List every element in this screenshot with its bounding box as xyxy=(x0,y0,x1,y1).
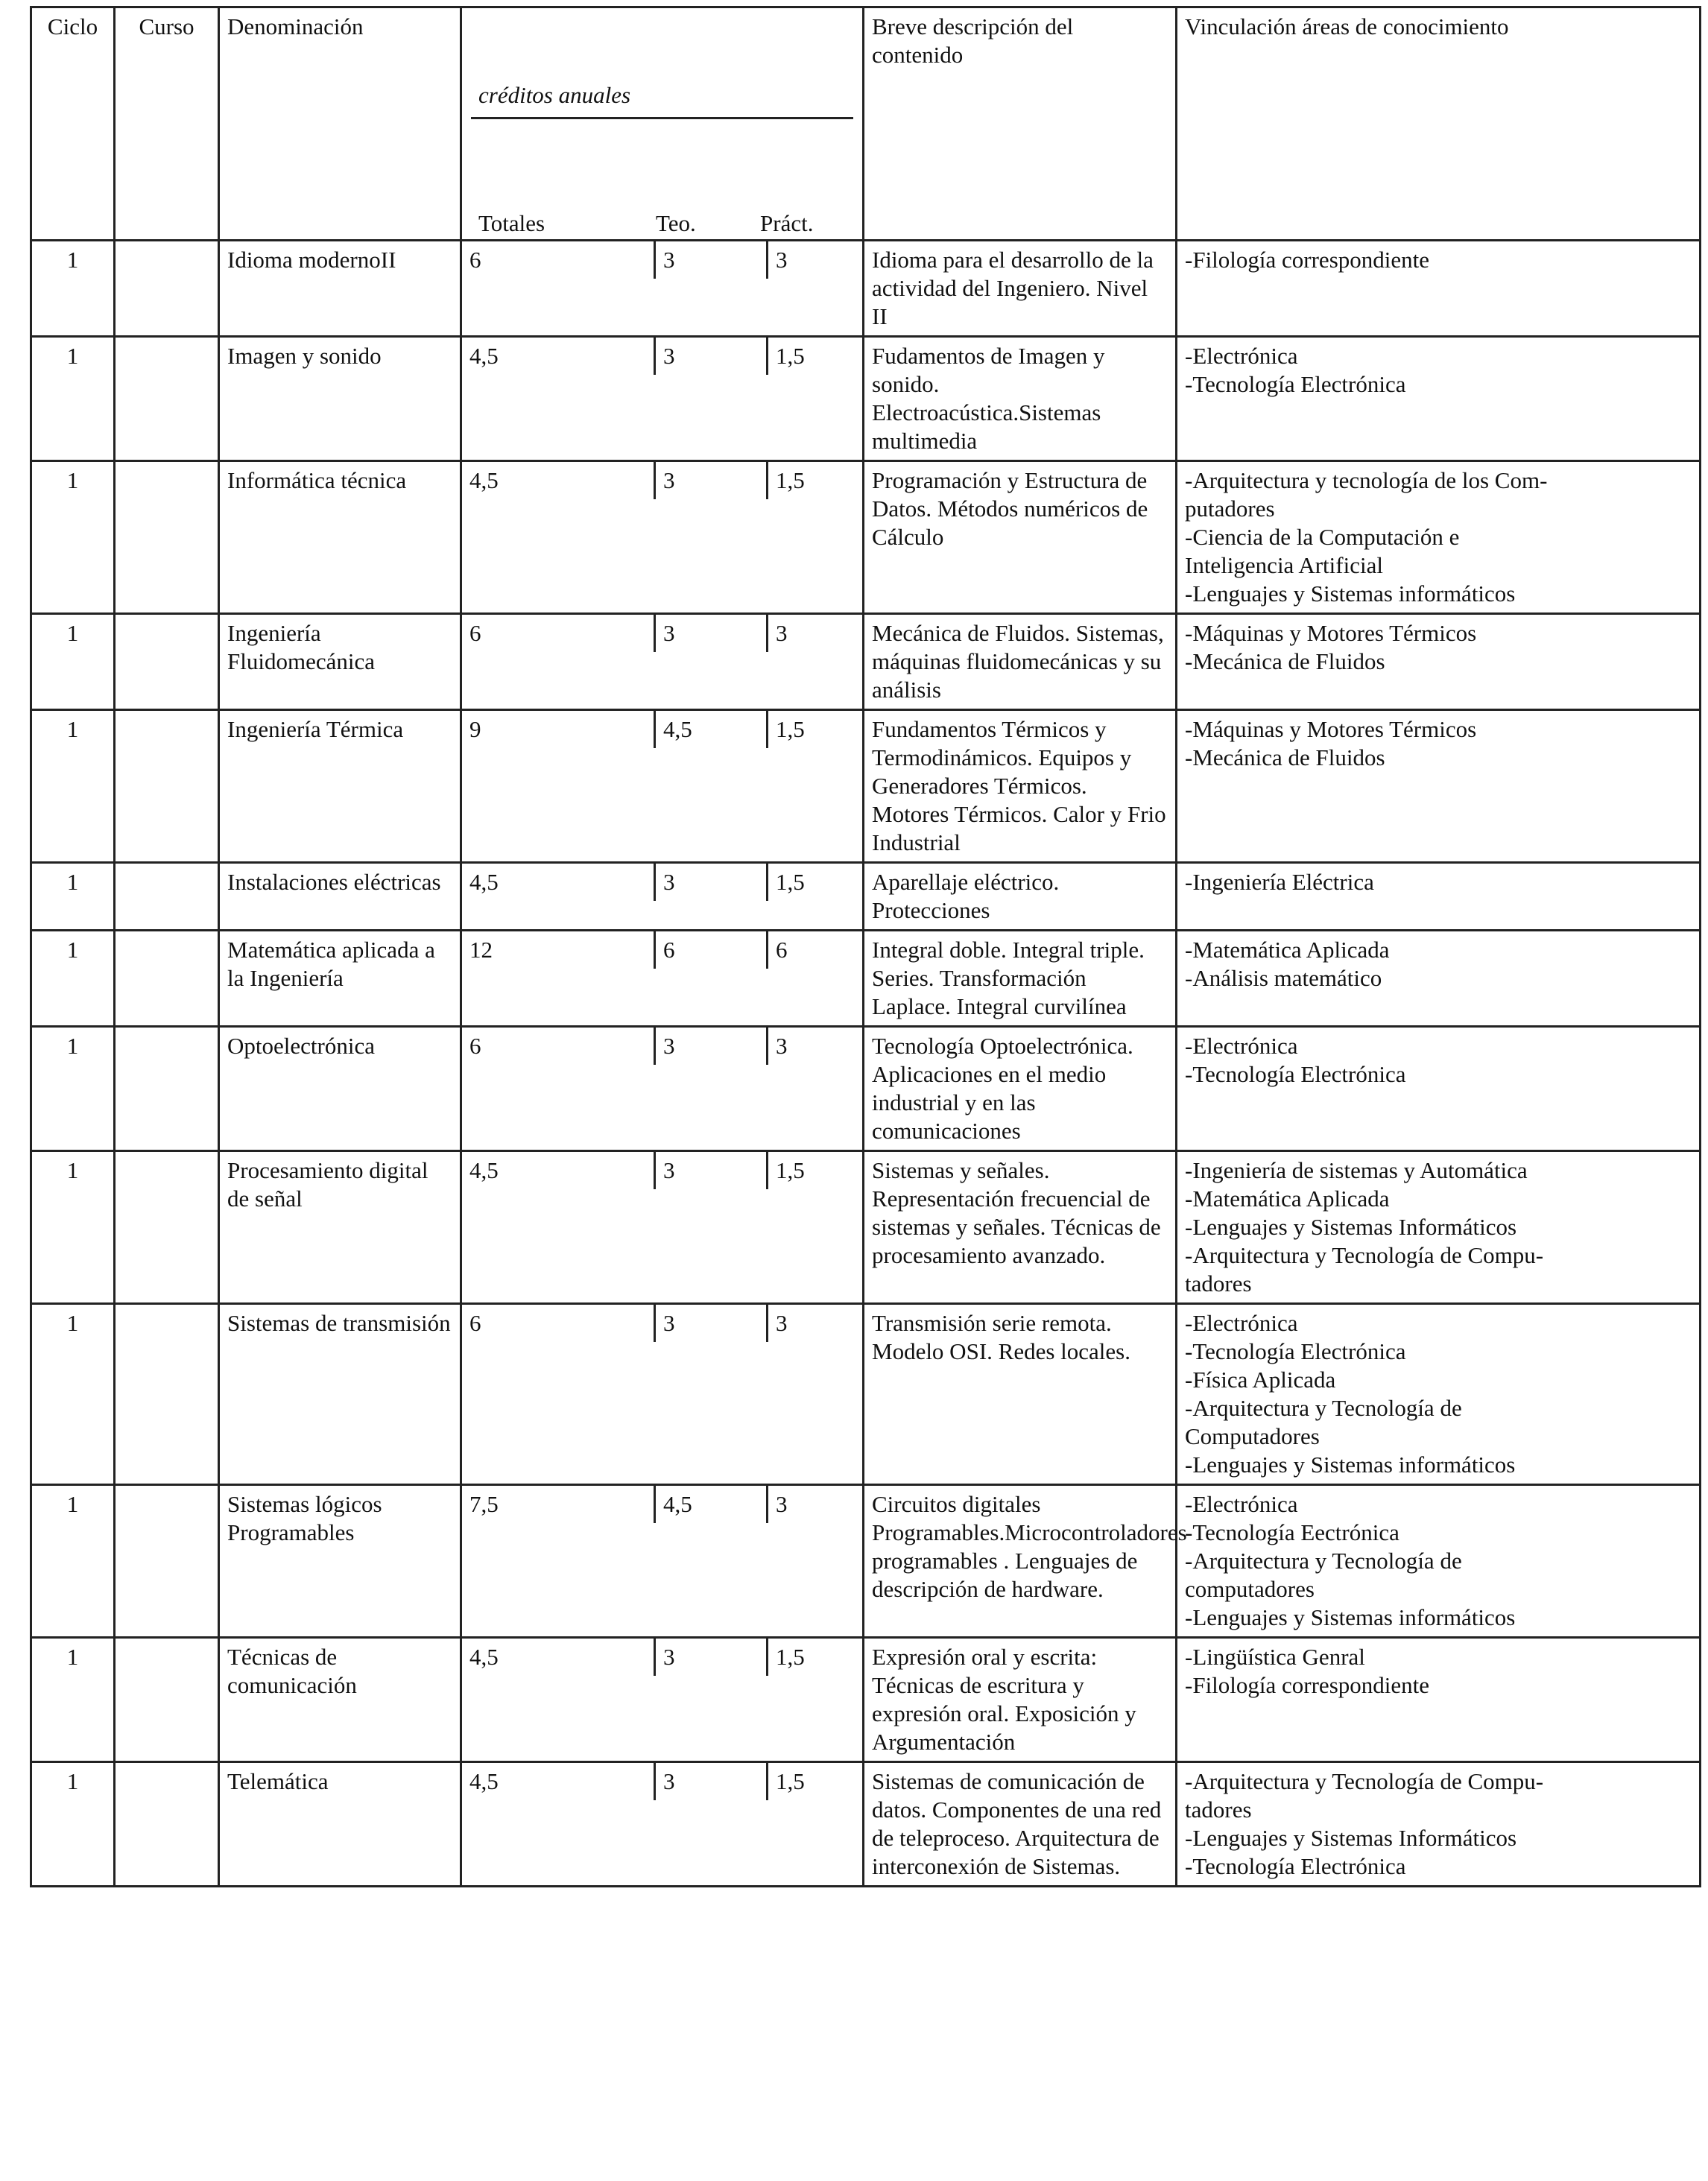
cell-curso xyxy=(115,1762,219,1887)
cell-creditos xyxy=(461,710,864,863)
cell-areas xyxy=(1177,1027,1701,1151)
cell-denominacion: Idioma modernoII xyxy=(219,241,461,337)
credit-values xyxy=(462,1305,862,1342)
credit-values xyxy=(462,864,862,901)
header-curso: Curso xyxy=(115,7,219,241)
cell-ciclo: 1 xyxy=(31,241,115,337)
cell-totales: 6 xyxy=(462,241,656,279)
cell-teo: 3 xyxy=(656,1152,768,1189)
cell-ciclo: 1 xyxy=(31,1027,115,1151)
area-line: -Electrónica xyxy=(1185,1310,1298,1336)
area-line: -Lenguajes y Sistemas informáticos xyxy=(1185,580,1516,607)
header-denominacion: Denominación xyxy=(219,7,461,241)
table-row xyxy=(31,1638,1701,1762)
cell-areas xyxy=(1177,1485,1701,1638)
cell-pract: 3 xyxy=(776,1491,788,1517)
cell-areas xyxy=(1177,1638,1701,1762)
cell-curso xyxy=(115,1638,219,1762)
cell-curso xyxy=(115,614,219,710)
area-line: -Tecnología Electrónica xyxy=(1185,1061,1406,1087)
cell-pract: 1,5 xyxy=(776,1644,805,1670)
cell-pract: 1,5 xyxy=(776,467,805,493)
credit-values xyxy=(462,241,862,279)
cell-descripcion: Tecnología Optoelectrónica. Aplicaciones en el medio industrial y en las comunicaciones xyxy=(864,1027,1177,1151)
cell-creditos xyxy=(461,337,864,461)
cell-curso xyxy=(115,461,219,614)
area-line: -Matemática Aplicada xyxy=(1185,937,1390,963)
cell-creditos xyxy=(461,1762,864,1887)
header-descripcion: Breve descripción del contenido xyxy=(864,7,1177,241)
cell-teo: 3 xyxy=(656,241,768,279)
cell-pract: 1,5 xyxy=(776,1768,805,1794)
cell-teo: 4,5 xyxy=(656,711,768,748)
cell-creditos xyxy=(461,1638,864,1762)
cell-curso xyxy=(115,1027,219,1151)
cell-denominacion: Optoelectrónica xyxy=(219,1027,461,1151)
cell-pract: 3 xyxy=(776,1310,788,1336)
cell-curso xyxy=(115,710,219,863)
cell-descripcion: Integral doble. Integral triple. Series. Transformación Laplace. Integral curvilínea xyxy=(864,931,1177,1027)
cell-descripcion: Sistemas de comunicación de datos. Componentes de una red de teleproceso. Arquitectura de interconexión de Sistemas. xyxy=(864,1762,1177,1887)
area-line: -Arquitectura y Tecnología de xyxy=(1185,1548,1462,1574)
cell-curso xyxy=(115,241,219,337)
area-line: -Arquitectura y Tecnología de Compu- xyxy=(1185,1242,1544,1268)
cell-denominacion: Sistemas lógicos Programables xyxy=(219,1485,461,1638)
cell-ciclo: 1 xyxy=(31,710,115,863)
area-line: -Arquitectura y tecnología de los Com- xyxy=(1185,467,1548,493)
cell-ciclo: 1 xyxy=(31,337,115,461)
area-line: Inteligencia Artificial xyxy=(1185,552,1383,578)
credit-values xyxy=(462,931,862,969)
cell-creditos xyxy=(461,241,864,337)
area-line: putadores xyxy=(1185,496,1275,522)
area-line: -Tecnología Electrónica xyxy=(1185,371,1406,397)
cell-totales: 6 xyxy=(462,615,656,652)
cell-pract: 1,5 xyxy=(776,1157,805,1183)
cell-pract: 3 xyxy=(776,620,788,646)
cell-curso xyxy=(115,1304,219,1485)
table-row xyxy=(31,461,1701,614)
cell-pract: 1,5 xyxy=(776,869,805,895)
table-row xyxy=(31,710,1701,863)
header-ciclo: Ciclo xyxy=(31,7,115,241)
cell-teo: 4,5 xyxy=(656,1486,768,1523)
cell-teo: 3 xyxy=(656,338,768,375)
area-line: -Electrónica xyxy=(1185,1491,1298,1517)
area-line: tadores xyxy=(1185,1270,1252,1297)
cell-areas xyxy=(1177,241,1701,337)
cell-teo: 3 xyxy=(656,1028,768,1065)
cell-totales: 6 xyxy=(462,1028,656,1065)
table-row xyxy=(31,1027,1701,1151)
cell-totales: 4,5 xyxy=(462,338,656,375)
area-line: -Tecnología Electrónica xyxy=(1185,1853,1406,1879)
cell-creditos xyxy=(461,1027,864,1151)
cell-curso xyxy=(115,337,219,461)
cell-creditos xyxy=(461,1304,864,1485)
area-line: -Electrónica xyxy=(1185,1033,1298,1059)
cell-curso xyxy=(115,1151,219,1304)
area-line: -Ingeniería de sistemas y Automática xyxy=(1185,1157,1528,1183)
header-vinculacion: Vinculación áreas de conocimiento xyxy=(1177,7,1701,241)
cell-teo: 3 xyxy=(656,1763,768,1800)
cell-descripcion: Aparellaje eléctrico. Protecciones xyxy=(864,863,1177,931)
area-line: -Filología correspondiente xyxy=(1185,1672,1429,1698)
area-line: -Matemática Aplicada xyxy=(1185,1186,1390,1212)
cell-ciclo: 1 xyxy=(31,1762,115,1887)
cell-areas xyxy=(1177,710,1701,863)
credit-values xyxy=(462,462,862,499)
cell-denominacion: Técnicas de comunicación xyxy=(219,1638,461,1762)
cell-creditos xyxy=(461,614,864,710)
cell-totales: 7,5 xyxy=(462,1486,656,1523)
cell-denominacion: Ingeniería Fluidomecánica xyxy=(219,614,461,710)
area-line: -Arquitectura y Tecnología de xyxy=(1185,1395,1462,1421)
cell-areas xyxy=(1177,931,1701,1027)
cell-totales: 4,5 xyxy=(462,462,656,499)
area-line: tadores xyxy=(1185,1797,1252,1823)
area-line: -Lenguajes y Sistemas Informáticos xyxy=(1185,1825,1517,1851)
area-line: -Filología correspondiente xyxy=(1185,247,1429,273)
cell-descripcion: Idioma para el desarrollo de la actividad del Ingeniero. Nivel II xyxy=(864,241,1177,337)
area-line: -Máquinas y Motores Térmicos xyxy=(1185,716,1477,742)
cell-totales: 12 xyxy=(462,931,656,969)
table-row xyxy=(31,241,1701,337)
cell-creditos xyxy=(461,1151,864,1304)
cell-areas xyxy=(1177,1762,1701,1887)
credit-values xyxy=(462,1763,862,1800)
cell-pract: 1,5 xyxy=(776,716,805,742)
area-line: -Física Aplicada xyxy=(1185,1367,1336,1393)
cell-areas xyxy=(1177,337,1701,461)
area-line: -Lenguajes y Sistemas Informáticos xyxy=(1185,1214,1517,1240)
cell-denominacion: Sistemas de transmisión xyxy=(219,1304,461,1485)
area-line: -Mecánica de Fluidos xyxy=(1185,744,1385,770)
cell-creditos xyxy=(461,863,864,931)
credit-values xyxy=(462,1152,862,1189)
cell-descripcion: Sistemas y señales. Representación frecuencial de sistemas y señales. Técnicas de procesamiento avanzado. xyxy=(864,1151,1177,1304)
cell-creditos xyxy=(461,461,864,614)
cell-denominacion: Informática técnica xyxy=(219,461,461,614)
cell-ciclo: 1 xyxy=(31,863,115,931)
table-body xyxy=(31,241,1701,1887)
area-line: -Mecánica de Fluidos xyxy=(1185,648,1385,674)
table-row xyxy=(31,1151,1701,1304)
curriculum-table xyxy=(30,6,1701,1887)
cell-pract: 3 xyxy=(776,1033,788,1059)
cell-pract: 1,5 xyxy=(776,343,805,369)
table-row xyxy=(31,337,1701,461)
cell-descripcion: Circuitos digitales Programables.Microcontroladores programables . Lenguajes de descripción de hardware. xyxy=(864,1485,1177,1638)
credit-values xyxy=(462,338,862,375)
area-line: -Ingeniería Eléctrica xyxy=(1185,869,1374,895)
table-row xyxy=(31,863,1701,931)
area-line: -Tecnología Eectrónica xyxy=(1185,1519,1399,1545)
header-teo: Teo. xyxy=(656,210,696,236)
cell-curso xyxy=(115,863,219,931)
cell-denominacion: Matemática aplicada a la Ingeniería xyxy=(219,931,461,1027)
cell-teo: 3 xyxy=(656,1305,768,1342)
cell-denominacion: Imagen y sonido xyxy=(219,337,461,461)
cell-curso xyxy=(115,1485,219,1638)
credit-values xyxy=(462,711,862,748)
header-totales: Totales xyxy=(478,210,545,236)
header-creditos-title: créditos anuales xyxy=(478,82,631,108)
cell-ciclo: 1 xyxy=(31,1638,115,1762)
cell-totales: 4,5 xyxy=(462,1152,656,1189)
cell-areas xyxy=(1177,863,1701,931)
cell-ciclo: 1 xyxy=(31,1151,115,1304)
table-row xyxy=(31,614,1701,710)
credit-values xyxy=(462,615,862,652)
cell-ciclo: 1 xyxy=(31,931,115,1027)
area-line: -Lenguajes y Sistemas informáticos xyxy=(1185,1604,1516,1630)
credit-values xyxy=(462,1486,862,1523)
cell-teo: 3 xyxy=(656,615,768,652)
table-row xyxy=(31,1304,1701,1485)
area-line: computadores xyxy=(1185,1576,1315,1602)
cell-descripcion: Fundamentos Térmicos y Termodinámicos. Equipos y Generadores Térmicos. Motores Térmicos. Calor y Frio Industrial xyxy=(864,710,1177,863)
cell-ciclo: 1 xyxy=(31,1304,115,1485)
area-line: -Lenguajes y Sistemas informáticos xyxy=(1185,1452,1516,1478)
area-line: Computadores xyxy=(1185,1423,1320,1449)
cell-ciclo: 1 xyxy=(31,614,115,710)
area-line: -Electrónica xyxy=(1185,343,1298,369)
cell-descripcion: Fudamentos de Imagen y sonido. Electroacústica.Sistemas multimedia xyxy=(864,337,1177,461)
header-row xyxy=(31,7,1701,241)
cell-areas xyxy=(1177,1151,1701,1304)
cell-creditos xyxy=(461,931,864,1027)
cell-totales: 4,5 xyxy=(462,864,656,901)
cell-areas xyxy=(1177,1304,1701,1485)
cell-totales: 4,5 xyxy=(462,1639,656,1676)
cell-denominacion: Telemática xyxy=(219,1762,461,1887)
cell-descripcion: Mecánica de Fluidos. Sistemas, máquinas fluidomecánicas y su análisis xyxy=(864,614,1177,710)
area-line: -Análisis matemático xyxy=(1185,965,1382,991)
cell-pract: 3 xyxy=(776,247,788,273)
area-line: -Máquinas y Motores Térmicos xyxy=(1185,620,1477,646)
cell-totales: 4,5 xyxy=(462,1763,656,1800)
cell-descripcion: Programación y Estructura de Datos. Métodos numéricos de Cálculo xyxy=(864,461,1177,614)
cell-pract: 6 xyxy=(776,937,788,963)
table-row xyxy=(31,1485,1701,1638)
cell-denominacion: Ingeniería Térmica xyxy=(219,710,461,863)
cell-totales: 6 xyxy=(462,1305,656,1342)
credit-values xyxy=(462,1028,862,1065)
header-divider xyxy=(471,117,853,119)
cell-teo: 3 xyxy=(656,864,768,901)
cell-ciclo: 1 xyxy=(31,1485,115,1638)
cell-areas xyxy=(1177,461,1701,614)
area-line: -Ciencia de la Computación e xyxy=(1185,524,1460,550)
cell-curso xyxy=(115,931,219,1027)
cell-teo: 3 xyxy=(656,462,768,499)
cell-teo: 6 xyxy=(656,931,768,969)
table-row xyxy=(31,931,1701,1027)
area-line: -Lingüística Genral xyxy=(1185,1644,1365,1670)
cell-denominacion: Instalaciones eléctricas xyxy=(219,863,461,931)
cell-ciclo: 1 xyxy=(31,461,115,614)
cell-creditos xyxy=(461,1485,864,1638)
cell-descripcion: Expresión oral y escrita: Técnicas de escritura y expresión oral. Exposición y Argumentación xyxy=(864,1638,1177,1762)
header-creditos xyxy=(461,7,864,241)
credit-values xyxy=(462,1639,862,1676)
cell-areas xyxy=(1177,614,1701,710)
table-row xyxy=(31,1762,1701,1887)
area-line: -Arquitectura y Tecnología de Compu- xyxy=(1185,1768,1544,1794)
cell-totales: 9 xyxy=(462,711,656,748)
area-line: -Tecnología Electrónica xyxy=(1185,1338,1406,1364)
header-pract: Práct. xyxy=(760,210,814,236)
cell-descripcion: Transmisión serie remota. Modelo OSI. Redes locales. xyxy=(864,1304,1177,1485)
cell-denominacion: Procesamiento digital de señal xyxy=(219,1151,461,1304)
cell-teo: 3 xyxy=(656,1639,768,1676)
